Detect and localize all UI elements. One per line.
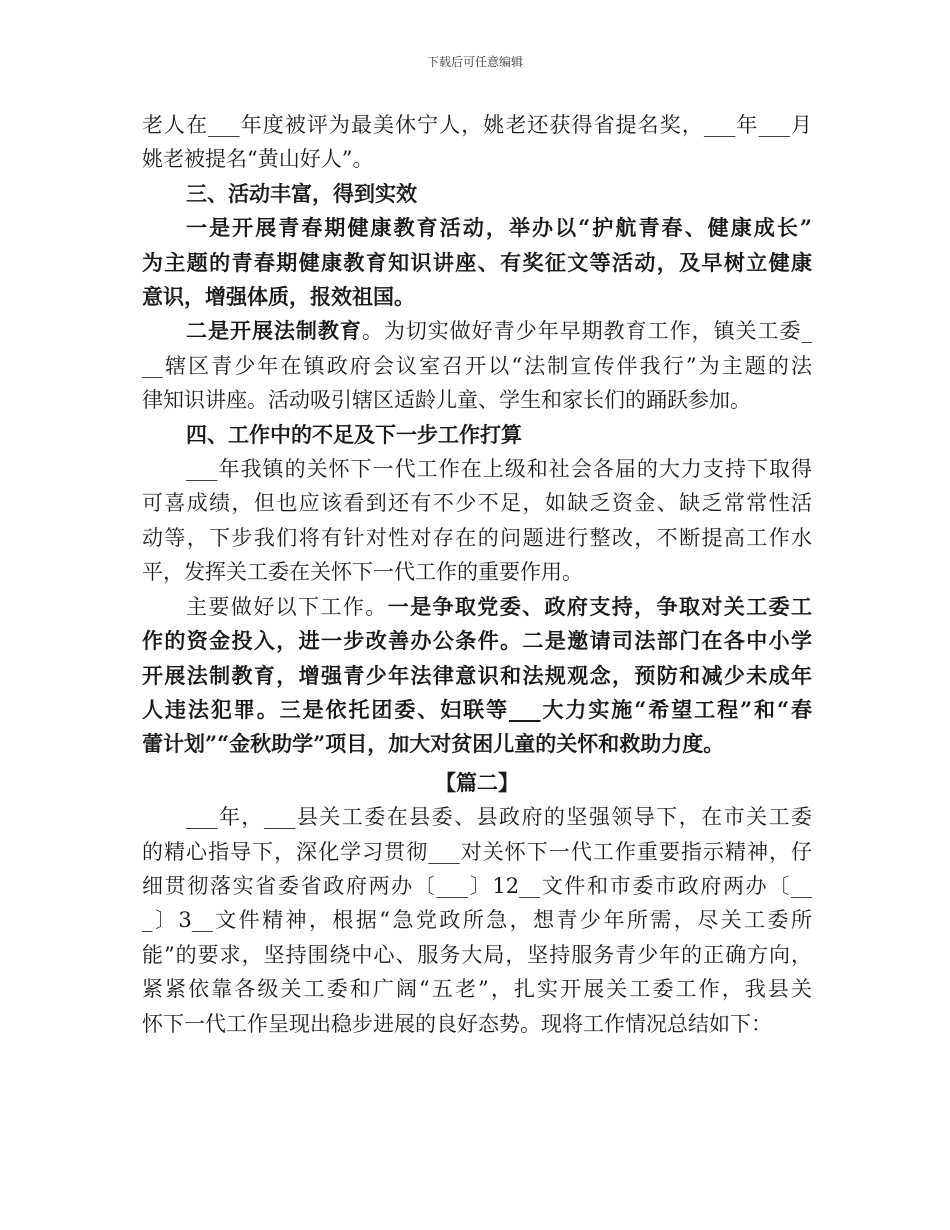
text-segment: 主要做好以下工作。 (186, 594, 388, 619)
text-line: 动等，下步我们将有针对性对存在的问题进行整改，不断提高工作水 (142, 525, 812, 550)
text-line: 姚老被提名“黄山好人”。 (142, 147, 374, 172)
text-line: 一是开展青春期健康教育活动，举办以“护航青春、健康成长” (186, 215, 812, 241)
text-line: _〕3__文件精神，根据“急党政所急，想青少年所需，尽关工委所 (142, 908, 812, 933)
text-line: 可喜成绩，但也应该看到还有不少不足，如缺乏资金、缺乏常常性活 (142, 491, 812, 516)
text-line (142, 590, 812, 624)
text-line: 意识，增强体质，报效祖国。 (142, 284, 415, 310)
page-header: 下载后可任意编辑 (426, 55, 523, 69)
text-line: ___年我镇的关怀下一代工作在上级和社会各届的大力支持下取得 (186, 457, 812, 482)
text-line: 怀下一代工作呈现出稳步进展的良好态势。现将工作情况总结如下： (142, 1011, 772, 1036)
text-line: 平，发挥关工委在关怀下一代工作的重要作用。 (142, 560, 583, 585)
section-title: 【篇二】 (435, 769, 519, 795)
text-line: 细贯彻落实省委省政府两办〔___〕12__文件和市委市政府两办〔__ (142, 873, 812, 898)
text-line: 能”的要求，坚持围绕中心、服务大局，坚持服务青少年的正确方向， (142, 942, 812, 967)
text-line: 开展法制教育，增强青少年法律意识和法规观念，预防和减少未成年 (142, 662, 812, 688)
text-line: 为主题的青春期健康教育知识讲座、有奖征文等活动，及早树立健康 (142, 249, 812, 275)
text-line: 蕾计划”“金秋助学”项目，加大对贫困儿童的关怀和救助力度。 (142, 731, 725, 757)
text-line (142, 314, 812, 348)
text-line: 的精心指导下，深化学习贯彻___对关怀下一代工作重要指示精神，仔 (142, 839, 812, 864)
document-body (142, 108, 812, 1041)
text-line: 三、活动丰富，得到实效 (186, 180, 417, 206)
text-segment: 一是争取党委、政府支持，争取对关工委工 (387, 593, 813, 619)
text-line: 作的资金投入，进一步改善办公条件。二是邀请司法部门在各中小学 (142, 628, 812, 654)
text-segment: 二是开展法制教育 (186, 318, 362, 344)
text-line: 紧紧依靠各级关工委和广阔“五老”，扎实开展关工委工作，我县关 (142, 977, 812, 1002)
text-line: 律知识讲座。活动吸引辖区适龄儿童、学生和家长们的踊跃参加。 (142, 388, 751, 413)
text-line: ___年，___县关工委在县委、县政府的坚强领导下，在市关工委 (186, 805, 812, 830)
text-line: 四、工作中的不足及下一步工作打算 (186, 421, 522, 447)
text-line: __辖区青少年在镇政府会议室召开以“法制宣传伴我行”为主题的法 (142, 353, 812, 378)
text-segment: 。为切实做好青少年早期教育工作，镇关工委_ (361, 319, 813, 344)
text-line: 老人在___年度被评为最美休宁人，姚老还获得省提名奖，___年___月 (142, 113, 812, 137)
text-line: 人违法犯罪。三是依托团委、妇联等___大力实施“希望工程”和“春 (142, 696, 812, 722)
